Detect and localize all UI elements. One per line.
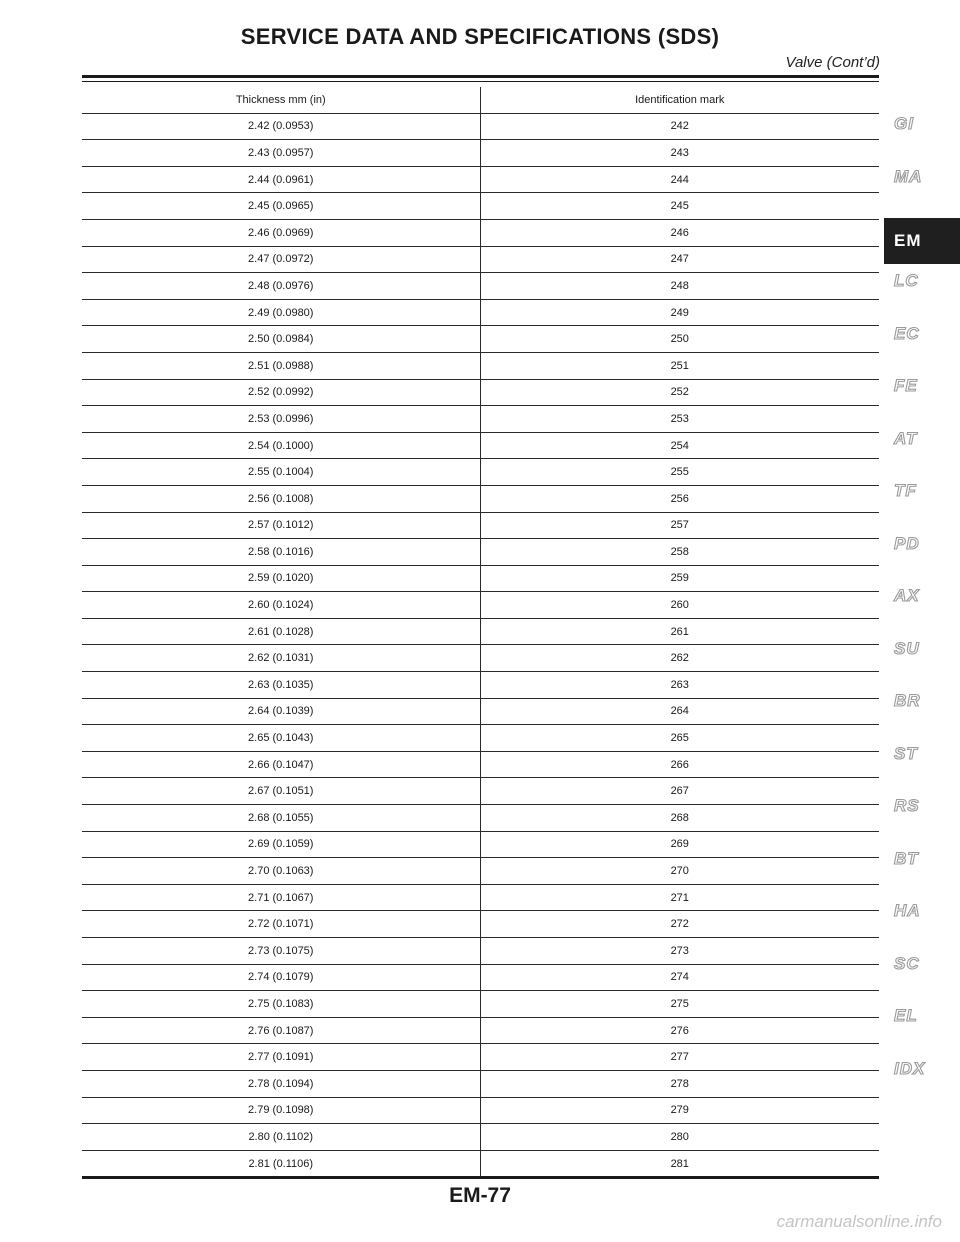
cell-thickness: 2.75 (0.1083) bbox=[82, 991, 480, 1018]
cell-identification-mark: 247 bbox=[480, 246, 879, 273]
cell-thickness: 2.63 (0.1035) bbox=[82, 672, 480, 699]
cell-thickness: 2.61 (0.1028) bbox=[82, 618, 480, 645]
cell-identification-mark: 263 bbox=[480, 672, 879, 699]
cell-thickness: 2.55 (0.1004) bbox=[82, 459, 480, 486]
column-header-thickness: Thickness mm (in) bbox=[82, 87, 480, 113]
cell-thickness: 2.65 (0.1043) bbox=[82, 725, 480, 752]
table-row bbox=[82, 485, 879, 512]
section-tab-pd[interactable]: PD bbox=[894, 533, 920, 553]
cell-thickness: 2.58 (0.1016) bbox=[82, 539, 480, 566]
table-row bbox=[82, 1097, 879, 1124]
section-tab-el[interactable]: EL bbox=[894, 1006, 918, 1025]
cell-thickness: 2.64 (0.1039) bbox=[82, 698, 480, 725]
cell-identification-mark: 258 bbox=[480, 539, 879, 566]
table-header-row bbox=[82, 87, 879, 113]
cell-identification-mark: 246 bbox=[480, 219, 879, 246]
cell-identification-mark: 268 bbox=[480, 805, 879, 832]
page-subtitle: Valve (Cont’d) bbox=[785, 54, 880, 71]
cell-thickness: 2.62 (0.1031) bbox=[82, 645, 480, 672]
table-row bbox=[82, 884, 879, 911]
cell-identification-mark: 272 bbox=[480, 911, 879, 938]
cell-thickness: 2.74 (0.1079) bbox=[82, 964, 480, 991]
cell-thickness: 2.43 (0.0957) bbox=[82, 140, 480, 167]
section-tab-idx[interactable]: IDX bbox=[894, 1058, 926, 1078]
cell-thickness: 2.56 (0.1008) bbox=[82, 485, 480, 512]
cell-identification-mark: 260 bbox=[480, 592, 879, 619]
section-tab-ax[interactable]: AX bbox=[894, 586, 920, 605]
cell-thickness: 2.45 (0.0965) bbox=[82, 193, 480, 220]
cell-thickness: 2.49 (0.0980) bbox=[82, 299, 480, 326]
table-row bbox=[82, 618, 879, 645]
cell-thickness: 2.79 (0.1098) bbox=[82, 1097, 480, 1124]
cell-identification-mark: 261 bbox=[480, 618, 879, 645]
table-row bbox=[82, 379, 879, 406]
cell-identification-mark: 276 bbox=[480, 1017, 879, 1044]
table-row bbox=[82, 938, 879, 965]
table-row bbox=[82, 698, 879, 725]
cell-thickness: 2.50 (0.0984) bbox=[82, 326, 480, 353]
cell-thickness: 2.54 (0.1000) bbox=[82, 432, 480, 459]
section-tab-gi[interactable]: GI bbox=[894, 114, 914, 133]
table-row bbox=[82, 193, 879, 220]
cell-identification-mark: 262 bbox=[480, 645, 879, 672]
cell-thickness: 2.78 (0.1094) bbox=[82, 1070, 480, 1097]
table-row bbox=[82, 911, 879, 938]
cell-thickness: 2.67 (0.1051) bbox=[82, 778, 480, 805]
table-row bbox=[82, 751, 879, 778]
cell-identification-mark: 255 bbox=[480, 459, 879, 486]
cell-identification-mark: 244 bbox=[480, 166, 879, 193]
cell-identification-mark: 266 bbox=[480, 751, 879, 778]
cell-thickness: 2.72 (0.1071) bbox=[82, 911, 480, 938]
table-row bbox=[82, 1017, 879, 1044]
section-tab-tf[interactable]: TF bbox=[894, 481, 917, 500]
section-tab-rs[interactable]: RS bbox=[894, 796, 920, 815]
cell-identification-mark: 275 bbox=[480, 991, 879, 1018]
table-row bbox=[82, 858, 879, 885]
cell-identification-mark: 249 bbox=[480, 299, 879, 326]
section-tab-fe[interactable]: FE bbox=[894, 376, 918, 395]
table-row bbox=[82, 805, 879, 832]
header-rule bbox=[82, 75, 879, 78]
cell-thickness: 2.81 (0.1106) bbox=[82, 1150, 480, 1177]
page-title: SERVICE DATA AND SPECIFICATIONS (SDS) bbox=[240, 24, 720, 49]
cell-identification-mark: 257 bbox=[480, 512, 879, 539]
cell-identification-mark: 277 bbox=[480, 1044, 879, 1071]
cell-identification-mark: 253 bbox=[480, 406, 879, 433]
table-row bbox=[82, 1070, 879, 1097]
cell-identification-mark: 265 bbox=[480, 725, 879, 752]
table-row bbox=[82, 166, 879, 193]
table-row bbox=[82, 991, 879, 1018]
table-row bbox=[82, 113, 879, 140]
header-rule-thin bbox=[82, 81, 879, 82]
cell-thickness: 2.68 (0.1055) bbox=[82, 805, 480, 832]
table-row bbox=[82, 273, 879, 300]
shim-thickness-table bbox=[82, 87, 879, 1177]
cell-thickness: 2.46 (0.0969) bbox=[82, 219, 480, 246]
cell-thickness: 2.52 (0.0992) bbox=[82, 379, 480, 406]
cell-thickness: 2.44 (0.0961) bbox=[82, 166, 480, 193]
table-row bbox=[82, 512, 879, 539]
table-row bbox=[82, 672, 879, 699]
cell-identification-mark: 279 bbox=[480, 1097, 879, 1124]
cell-thickness: 2.42 (0.0953) bbox=[82, 113, 480, 140]
cell-identification-mark: 251 bbox=[480, 352, 879, 379]
table-row bbox=[82, 459, 879, 486]
section-tab-at[interactable]: AT bbox=[894, 428, 918, 448]
cell-thickness: 2.77 (0.1091) bbox=[82, 1044, 480, 1071]
cell-thickness: 2.47 (0.0972) bbox=[82, 246, 480, 273]
cell-identification-mark: 248 bbox=[480, 273, 879, 300]
cell-identification-mark: 274 bbox=[480, 964, 879, 991]
table-row bbox=[82, 352, 879, 379]
page-number: EM-77 bbox=[449, 1184, 511, 1207]
section-tab-bt[interactable]: BT bbox=[894, 848, 919, 868]
cell-identification-mark: 250 bbox=[480, 326, 879, 353]
cell-thickness: 2.48 (0.0976) bbox=[82, 273, 480, 300]
section-tab-ma[interactable]: MA bbox=[894, 166, 923, 186]
cell-thickness: 2.80 (0.1102) bbox=[82, 1124, 480, 1151]
table-row bbox=[82, 219, 879, 246]
cell-identification-mark: 259 bbox=[480, 565, 879, 592]
section-tab-lc[interactable]: LC bbox=[894, 271, 919, 290]
table-row bbox=[82, 1150, 879, 1177]
cell-thickness: 2.70 (0.1063) bbox=[82, 858, 480, 885]
section-index-tabs bbox=[884, 110, 960, 1107]
section-tab-sc[interactable]: SC bbox=[894, 953, 920, 973]
table-row bbox=[82, 778, 879, 805]
cell-thickness: 2.71 (0.1067) bbox=[82, 884, 480, 911]
table-row bbox=[82, 140, 879, 167]
column-header-identification-mark: Identification mark bbox=[480, 87, 879, 113]
section-tab-ha[interactable]: HA bbox=[894, 901, 921, 920]
table-row bbox=[82, 831, 879, 858]
cell-identification-mark: 264 bbox=[480, 698, 879, 725]
cell-thickness: 2.59 (0.1020) bbox=[82, 565, 480, 592]
watermark: carmanualsonline.info bbox=[776, 1212, 942, 1231]
table-row bbox=[82, 645, 879, 672]
cell-thickness: 2.76 (0.1087) bbox=[82, 1017, 480, 1044]
cell-identification-mark: 278 bbox=[480, 1070, 879, 1097]
cell-thickness: 2.60 (0.1024) bbox=[82, 592, 480, 619]
cell-thickness: 2.57 (0.1012) bbox=[82, 512, 480, 539]
cell-identification-mark: 281 bbox=[480, 1150, 879, 1177]
table-row bbox=[82, 432, 879, 459]
cell-identification-mark: 267 bbox=[480, 778, 879, 805]
section-tab-em[interactable]: EM bbox=[884, 218, 960, 264]
cell-identification-mark: 243 bbox=[480, 140, 879, 167]
section-tab-su[interactable]: SU bbox=[894, 638, 920, 658]
table-body bbox=[82, 113, 879, 1177]
table-row bbox=[82, 539, 879, 566]
table-row bbox=[82, 592, 879, 619]
cell-thickness: 2.66 (0.1047) bbox=[82, 751, 480, 778]
cell-identification-mark: 269 bbox=[480, 831, 879, 858]
section-tab-st[interactable]: ST bbox=[894, 743, 918, 763]
cell-thickness: 2.73 (0.1075) bbox=[82, 938, 480, 965]
cell-identification-mark: 256 bbox=[480, 485, 879, 512]
cell-identification-mark: 280 bbox=[480, 1124, 879, 1151]
cell-thickness: 2.69 (0.1059) bbox=[82, 831, 480, 858]
section-tab-br[interactable]: BR bbox=[894, 691, 921, 710]
cell-identification-mark: 254 bbox=[480, 432, 879, 459]
table-row bbox=[82, 1044, 879, 1071]
table-row bbox=[82, 406, 879, 433]
table-row bbox=[82, 246, 879, 273]
cell-thickness: 2.53 (0.0996) bbox=[82, 406, 480, 433]
section-tab-ec[interactable]: EC bbox=[894, 323, 920, 343]
table-row bbox=[82, 1124, 879, 1151]
table-row bbox=[82, 326, 879, 353]
table-row bbox=[82, 299, 879, 326]
table-row bbox=[82, 565, 879, 592]
table-row bbox=[82, 725, 879, 752]
cell-identification-mark: 242 bbox=[480, 113, 879, 140]
cell-identification-mark: 273 bbox=[480, 938, 879, 965]
cell-identification-mark: 252 bbox=[480, 379, 879, 406]
cell-identification-mark: 270 bbox=[480, 858, 879, 885]
cell-identification-mark: 271 bbox=[480, 884, 879, 911]
cell-thickness: 2.51 (0.0988) bbox=[82, 352, 480, 379]
table-row bbox=[82, 964, 879, 991]
cell-identification-mark: 245 bbox=[480, 193, 879, 220]
footer-rule bbox=[82, 1176, 879, 1179]
